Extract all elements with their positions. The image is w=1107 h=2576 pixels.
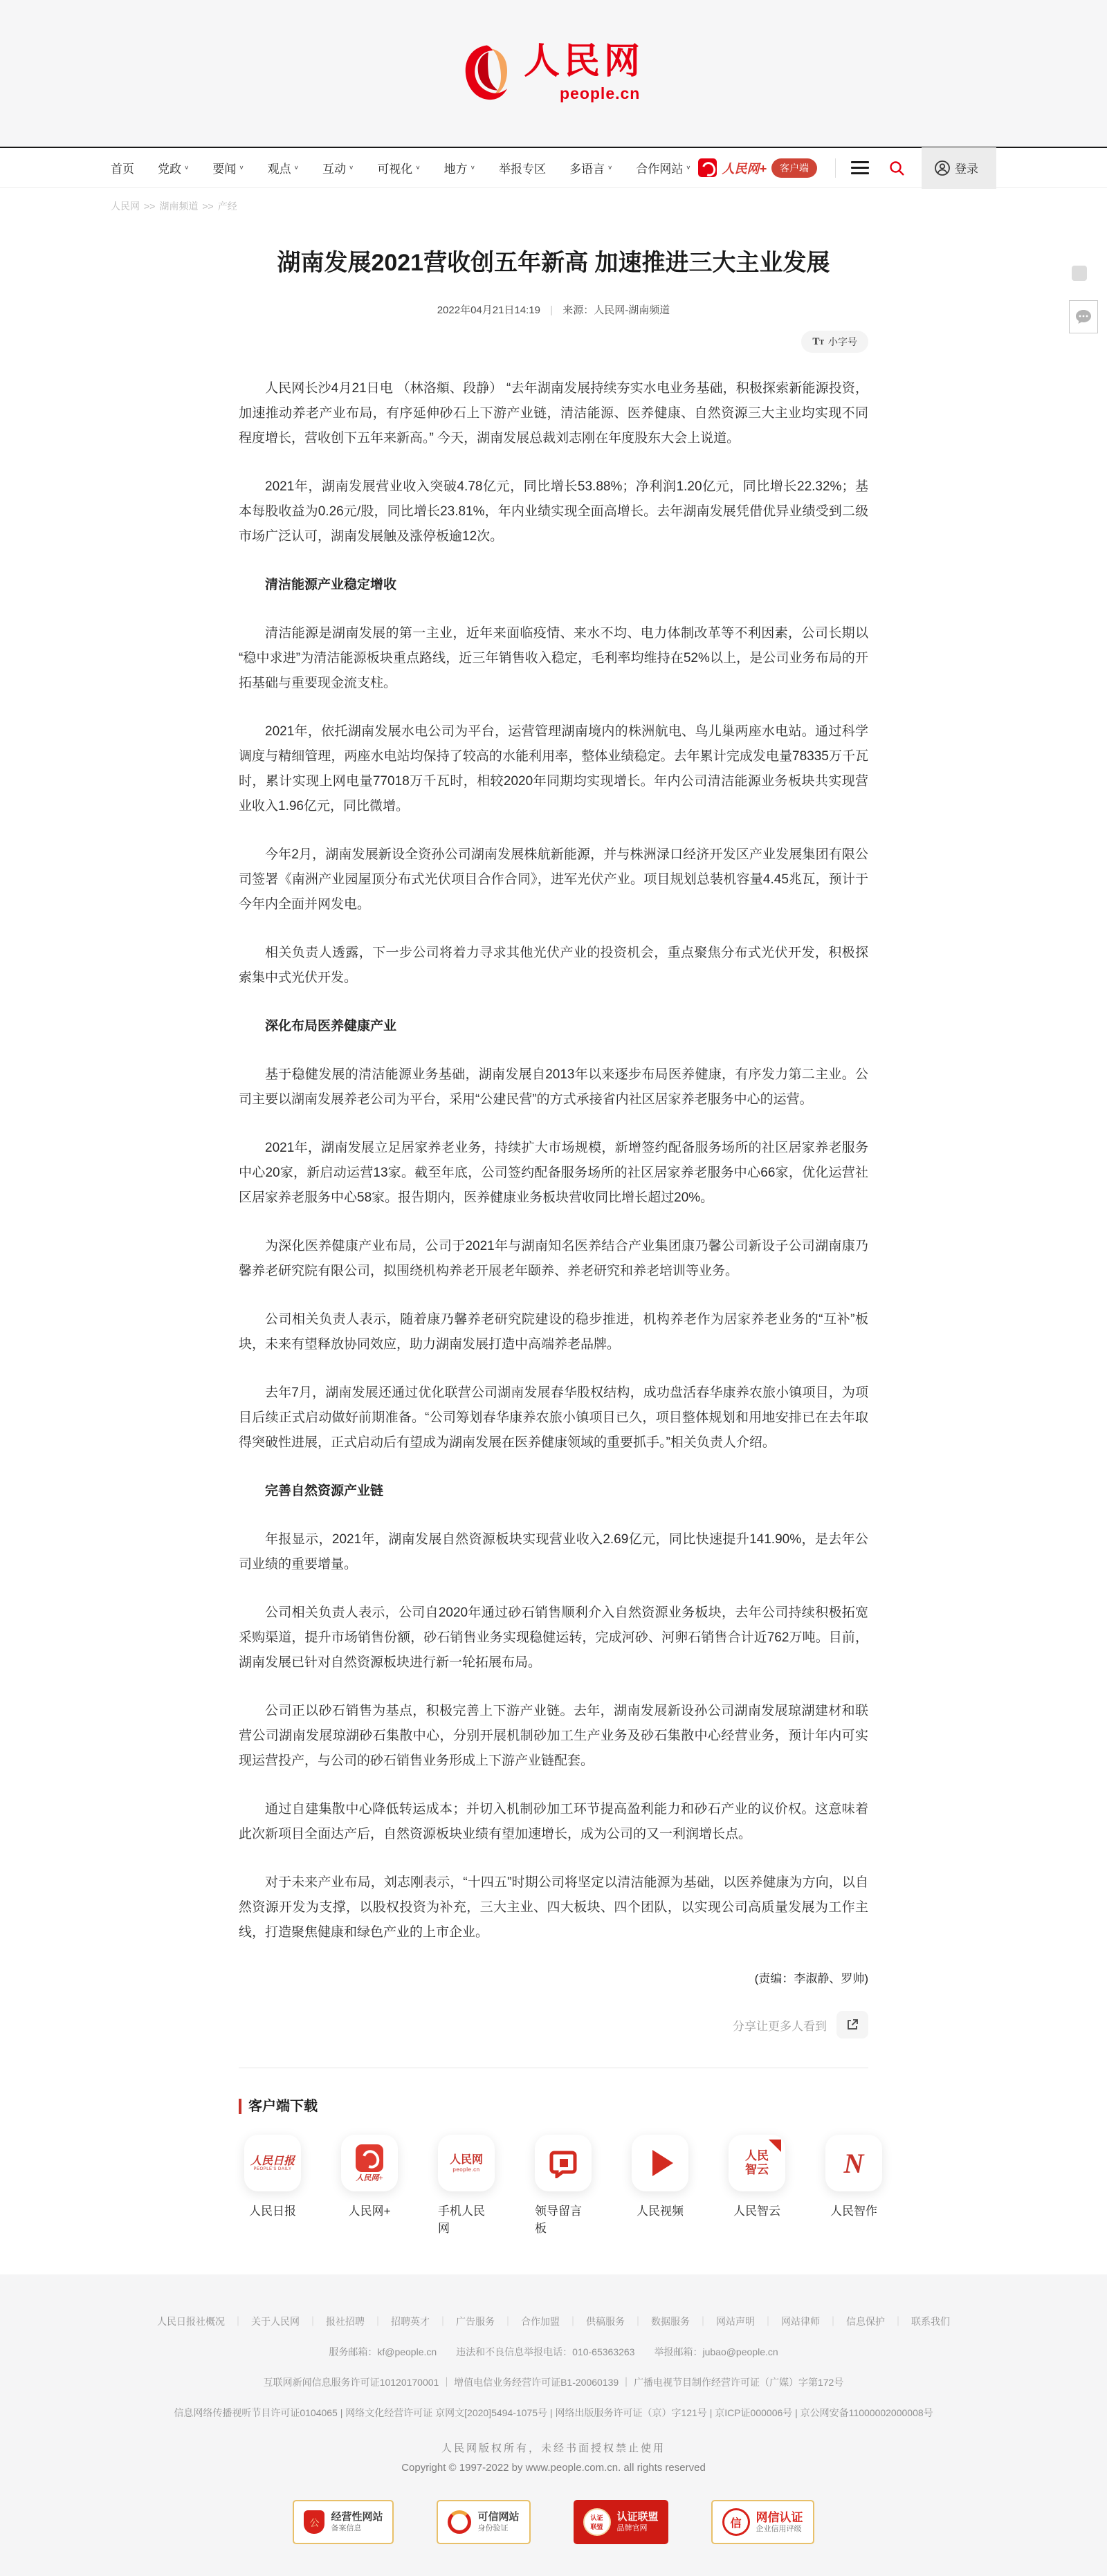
share-button[interactable] [836, 2011, 868, 2039]
nav-item-9[interactable] [636, 159, 690, 176]
app-item-2[interactable] [438, 2135, 495, 2236]
logo-cn-text: 人民网 [523, 42, 644, 82]
footer-link-6[interactable]: 供稿服务 [586, 2316, 625, 2328]
chevron-down-icon: ∨ [348, 165, 354, 171]
certification-badge-2[interactable] [574, 2500, 668, 2544]
copyright-en: Copyright © 1997-2022 by www.people.com.cn. all rights reserved [401, 2462, 706, 2474]
editor-note: (责编：李淑静、罗帅) [754, 1972, 868, 1986]
mobile-people-icon: 人民网 people.cn [438, 2135, 495, 2191]
article-paragraph: 今年2月，湖南发展新设全资孙公司湖南发展株航新能源，并与株洲渌口经济开发区产业发展集团有限公司签署《南洲产业园屋顶分布式光伏项目合作合同》，进军光伏产业。项目规划总装机容量4.45兆瓦，预计于今年内全面并网发电。 [239, 847, 868, 912]
footer-license-line-2: 信息网络传播视听节目许可证0104065 | 网络文化经营许可证 京网文[2020]5494-1075号 | 网络出版服务许可证（京）字121号 | 京ICP证000006号 | 京公网安备11000002000008号 [174, 2407, 933, 2419]
app-name: 人民网+ [348, 2205, 391, 2218]
nav-item-6[interactable] [444, 159, 475, 176]
app-badge-pill: 客户端 [771, 158, 817, 178]
article-paragraph: 为深化医养健康产业布局，公司于2021年与湖南知名医养结合产业集团康乃馨公司新设子公司湖南康乃馨养老研究院有限公司，拟围绕机构养老开展老年颐养、养老研究和养老培训等业务。 [239, 1239, 868, 1279]
source-label: 来源： [562, 304, 594, 317]
badge-subtitle: 企业信用评级 [756, 2525, 802, 2534]
app-item-4[interactable] [632, 2135, 688, 2236]
footer-license-line-1: 互联网新闻信息服务许可证10120170001 ｜ 增值电信业务经营许可证B1-20060139 ｜ 广播电视节目制作经营许可证（广媒）字第172号 [263, 2377, 844, 2389]
login-label: 登录 [955, 163, 978, 176]
app-name: 人民智作 [830, 2205, 877, 2218]
footer-link-3[interactable]: 招聘英才 [391, 2316, 430, 2328]
app-item-5[interactable] [729, 2135, 785, 2236]
article-subhead: 深化布局医养健康产业 [265, 1019, 397, 1034]
footer-link-separator: ｜ [308, 2316, 318, 2328]
badge-title: 经营性网站 [331, 2511, 383, 2523]
app-item-6[interactable] [825, 2135, 882, 2236]
article-paragraph: 公司正以砂石销售为基点，积极完善上下游产业链。去年，湖南发展新设孙公司湖南发展琼湖建材和联营公司湖南发展琼湖砂石集散中心，分别开展机制砂加工生产业务及砂石集散中心经营业务，预计年内可实现运营投产，与公司的砂石销售业务形成上下游产业链配套。 [239, 1704, 868, 1769]
cert-union-icon: 认证 联盟 [583, 2508, 611, 2536]
footer-link-4[interactable]: 广告服务 [456, 2316, 495, 2328]
chevron-down-icon: ∨ [686, 165, 691, 171]
breadcrumb-separator: >> [144, 201, 156, 212]
article-paragraph: 年报显示，2021年，湖南发展自然资源板块实现营业收入2.69亿元，同比快速提升141.90%，是去年公司业绩的重要增量。 [239, 1532, 868, 1572]
nav-item-1[interactable] [158, 159, 189, 176]
breadcrumb [111, 199, 996, 213]
badge-subtitle: 身份验证 [477, 2523, 509, 2532]
article-paragraph: 2021年，依托湖南发展水电公司为平台，运营管理湖南境内的株洲航电、鸟儿巢两座水电站。通过科学调度与精细管理，两座水电站均保持了较高的水能利用率，整体业绩稳定。去年累计完成发电量78335万千瓦时，累计实现上网电量77018万千瓦时，相较2020年同期均实现增长。年内公司清洁能源业务板块共实现营业收入1.96亿元，同比微增。 [239, 724, 868, 814]
footer-link-separator: ｜ [828, 2316, 838, 2328]
badge-title: 认证联盟 [616, 2511, 659, 2523]
app-item-3[interactable] [535, 2135, 592, 2236]
certification-badge-3[interactable] [711, 2500, 814, 2544]
footer-link-9[interactable]: 网站律师 [781, 2316, 820, 2328]
people-cn-logo-mark-icon [463, 44, 514, 103]
article-date: 2022年04月21日14:19 [437, 304, 540, 317]
nav-item-label: 观点 [267, 163, 291, 176]
nav-divider [835, 158, 836, 178]
trust-of-cn-icon: 信 [722, 2508, 750, 2536]
people-video-icon [632, 2135, 688, 2191]
article-paragraph: 2021年，湖南发展营业收入突破4.78亿元，同比增长53.88%；净利润1.20亿元，同比增长22.32%；基本每股收益为0.26元/股，同比增长23.81%，年内业绩实现全面高增长。去年湖南发展凭借优异业绩受到二级市场广泛认可，湖南发展触及涨停板逾12次。 [239, 479, 868, 544]
article-subhead: 完善自然资源产业链 [265, 1484, 384, 1499]
people-zhizuo-icon: N [825, 2135, 882, 2191]
footer-link-separator: ｜ [503, 2316, 513, 2328]
footer-link-5[interactable]: 合作加盟 [521, 2316, 560, 2328]
nav-item-label: 可视化 [377, 163, 413, 176]
breadcrumb-separator: >> [202, 201, 214, 212]
nav-item-5[interactable] [377, 159, 420, 176]
breadcrumb-item-2[interactable]: 产经 [217, 201, 237, 212]
article-subhead: 清洁能源产业稳定增收 [265, 578, 397, 593]
source-link[interactable]: 人民网-湖南频道 [594, 304, 670, 317]
article-body [239, 376, 868, 1945]
message-board-icon [535, 2135, 592, 2191]
article-paragraph: 2021年，湖南发展立足居家养老业务，持续扩大市场规模，新增签约配备服务场所的社区居家养老服务中心20家，新启动运营13家。截至年底，公司签约配备服务场所的社区居家养老服务中心66家，优化运营社区居家养老服务中心58家。报告期内，医养健康业务板块营收同比增长超过20%。 [239, 1141, 868, 1206]
site-footer [0, 2274, 1107, 2576]
article-paragraph: 基于稳健发展的清洁能源业务基础，湖南发展自2013年以来逐步布局医养健康，有序发力第二主业。公司主要以湖南发展养老公司为平台，采用“公建民营”的方式承接省内社区居家养老服务中心的运营。 [239, 1067, 868, 1107]
floating-share-icon[interactable] [1072, 266, 1087, 281]
badge-subtitle: 备案信息 [331, 2523, 362, 2532]
nav-item-label: 首页 [111, 163, 134, 176]
footer-link-separator: ｜ [438, 2316, 448, 2328]
article-meta [239, 302, 868, 317]
chevron-down-icon: ∨ [470, 165, 475, 171]
app-badge-brand: 人民网+ [722, 161, 767, 176]
chevron-down-icon: ∨ [415, 165, 421, 171]
footer-link-0[interactable]: 人民日报社概况 [157, 2316, 225, 2328]
certification-badge-0[interactable] [293, 2500, 394, 2544]
badge-title: 可信网站 [477, 2511, 520, 2523]
nav-item-label: 地方 [443, 163, 468, 176]
chevron-down-icon: ∨ [293, 165, 299, 171]
share-icon [845, 2018, 859, 2032]
app-client-badge[interactable] [698, 158, 817, 178]
footer-link-separator: ｜ [698, 2316, 708, 2328]
article-paragraph: 清洁能源是湖南发展的第一主业，近年来面临疫情、来水不均、电力体制改革等不利因素，公司长期以“稳中求进”为清洁能源板块重点路线，近三年销售收入稳定，毛利率均维持在52%以上，是公司业务布局的开拓基础与重要现金流支柱。 [239, 626, 868, 691]
meta-separator: | [550, 304, 554, 317]
chevron-down-icon: ∨ [184, 165, 190, 171]
site-header [0, 0, 1107, 147]
nav-item-label: 党政 [158, 163, 181, 176]
floating-comment-button[interactable] [1069, 300, 1098, 333]
certification-badge-1[interactable] [437, 2500, 530, 2544]
badge-title: 网信认证 [756, 2510, 803, 2524]
font-size-button[interactable] [801, 331, 868, 353]
chevron-down-icon: ∨ [239, 165, 244, 171]
nav-item-0[interactable] [111, 159, 134, 176]
app-item-0[interactable] [244, 2135, 301, 2236]
main-nav [0, 147, 1107, 188]
footer-link-8[interactable]: 网站声明 [716, 2316, 755, 2328]
chevron-down-icon: ∨ [607, 165, 613, 171]
login-button[interactable] [922, 147, 996, 189]
record-shield-icon [304, 2510, 324, 2534]
article-paragraph: 人民网长沙4月21日电 （林洛頫、段静） “去年湖南发展持续夯实水电业务基础，积极探索新能源投资，加速推动养老产业布局，有序延伸砂石上下游产业链，清洁能源、医养健康、自然资源三大主业均实现不同程度增长，营收创下五年来新高。” 今天，湖南发展总裁刘志刚在年度股东大会上说道。 [239, 381, 868, 446]
nav-list [111, 159, 691, 176]
app-name: 人民智云 [733, 2205, 780, 2218]
footer-link-separator: ｜ [763, 2316, 773, 2328]
app-item-1[interactable] [341, 2135, 398, 2236]
people-plus-icon: 人民网+ [341, 2135, 398, 2191]
page-title: 湖南发展2021营收创五年新高 加速推进三大主业发展 [277, 250, 830, 276]
app-name: 人民日报 [249, 2205, 296, 2218]
share-label: 分享让更多人看到 [733, 2019, 827, 2033]
nav-item-2[interactable] [212, 159, 244, 176]
badge-subtitle: 品牌官网 [616, 2523, 648, 2532]
app-name: 手机人民网 [438, 2205, 485, 2236]
breadcrumb-item-1[interactable]: 湖南频道 [159, 201, 199, 212]
breadcrumb-item-0[interactable]: 人民网 [111, 201, 140, 212]
article-paragraph: 公司相关负责人表示，公司自2020年通过砂石销售顺利介入自然资源业务板块，去年公司持续积极拓宽采购渠道，提升市场销售份额，砂石销售业务实现稳健运转，完成河砂、河卵石销售合计近762万吨。目前，湖南发展已针对自然资源板块进行新一轮拓展布局。 [239, 1606, 868, 1671]
article-paragraph: 相关负责人透露，下一步公司将着力寻求其他光伏产业的投资机会，重点聚焦分布式光伏开发，积极探索集中式光伏开发。 [239, 946, 868, 986]
footer-link-separator: ｜ [633, 2316, 643, 2328]
nav-item-7[interactable] [499, 159, 546, 176]
logo-en-text: people.cn [559, 84, 641, 102]
footer-link-2[interactable]: 报社招聘 [326, 2316, 365, 2328]
article-paragraph: 公司相关负责人表示，随着康乃馨养老研究院建设的稳步推进，机构养老作为居家养老业务的“互补”板块，未来有望释放协同效应，助力湖南发展打造中高端养老品牌。 [239, 1312, 868, 1352]
footer-links [0, 2315, 1107, 2328]
nav-item-label: 举报专区 [498, 163, 546, 176]
article-paragraph: 通过自建集散中心降低转运成本；并切入机制砂加工环节提高盈利能力和砂石产业的议价权。这意味着此次新项目全面达产后，自然资源板块业绩有望加速增长，成为公司的又一利润增长点。 [239, 1802, 868, 1842]
nav-item-label: 互动 [322, 163, 346, 176]
article-paragraph: 对于未来产业布局，刘志刚表示，“十四五”时期公司将坚定以清洁能源为基础，以医养健康为方向，以自然资源开发为支撑，以股权投资为补充，三大主业、四大板块、四个团队，以实现公司高质量发展为工作主线，打造聚焦健康和绿色产业的上市企业。 [239, 1875, 868, 1940]
article-paragraph: 去年7月，湖南发展还通过优化联营公司湖南发展春华股权结构，成功盘活春华康养农旅小镇项目，为项目后续正式启动做好前期准备。“公司筹划春华康养农旅小镇项目已久，项目整体规划和用地安排已在去年取得突破性进展，正式启动后有望成为湖南发展在医养健康领域的重要抓手。”相关负责人介绍。 [239, 1386, 868, 1451]
app-name: 人民视频 [637, 2205, 684, 2218]
trusted-site-icon [448, 2510, 471, 2534]
article [239, 246, 877, 2236]
app-name: 领导留言板 [535, 2205, 582, 2236]
search-icon[interactable] [888, 160, 905, 176]
nav-item-8[interactable] [569, 159, 612, 176]
comment-bubble-icon [1075, 309, 1092, 324]
nav-item-label: 要闻 [212, 163, 237, 176]
nav-item-4[interactable] [322, 159, 354, 176]
apps-row [244, 2135, 877, 2236]
footer-link-7[interactable]: 数据服务 [651, 2316, 690, 2328]
nav-item-3[interactable] [268, 159, 299, 176]
people-zhiyun-icon: 人民 智云 [729, 2135, 785, 2191]
people-plus-logo-icon [698, 158, 717, 177]
nav-item-label: 多语言 [569, 163, 605, 176]
footer-link-1[interactable]: 关于人民网 [251, 2316, 300, 2328]
footer-link-separator: ｜ [893, 2316, 903, 2328]
footer-link-separator: ｜ [373, 2316, 383, 2328]
footer-link-separator: ｜ [233, 2316, 243, 2328]
font-size-icon: TT [812, 335, 824, 347]
font-size-label: 小字号 [828, 336, 857, 348]
menu-hamburger-icon[interactable] [851, 161, 869, 174]
people-cn-logo[interactable] [463, 44, 644, 103]
footer-link-10[interactable]: 信息保护 [846, 2316, 885, 2328]
footer-link-11[interactable]: 联系我们 [911, 2316, 950, 2328]
footer-service-line: 服务邮箱：kf@people.cn 违法和不良信息举报电话：010-65363263 举报邮箱：jubao@people.cn [329, 2346, 778, 2358]
footer-link-separator: ｜ [568, 2316, 578, 2328]
nav-item-label: 合作网站 [636, 163, 684, 176]
download-section-title: 客户端下载 [239, 2099, 868, 2114]
certification-badges [0, 2500, 1107, 2544]
people-daily-icon: 人民日报 PEOPLE’S DAILY [244, 2135, 301, 2191]
user-icon [934, 160, 951, 176]
copyright-cn: 人民网版权所有，未经书面授权禁止使用 [441, 2442, 666, 2455]
